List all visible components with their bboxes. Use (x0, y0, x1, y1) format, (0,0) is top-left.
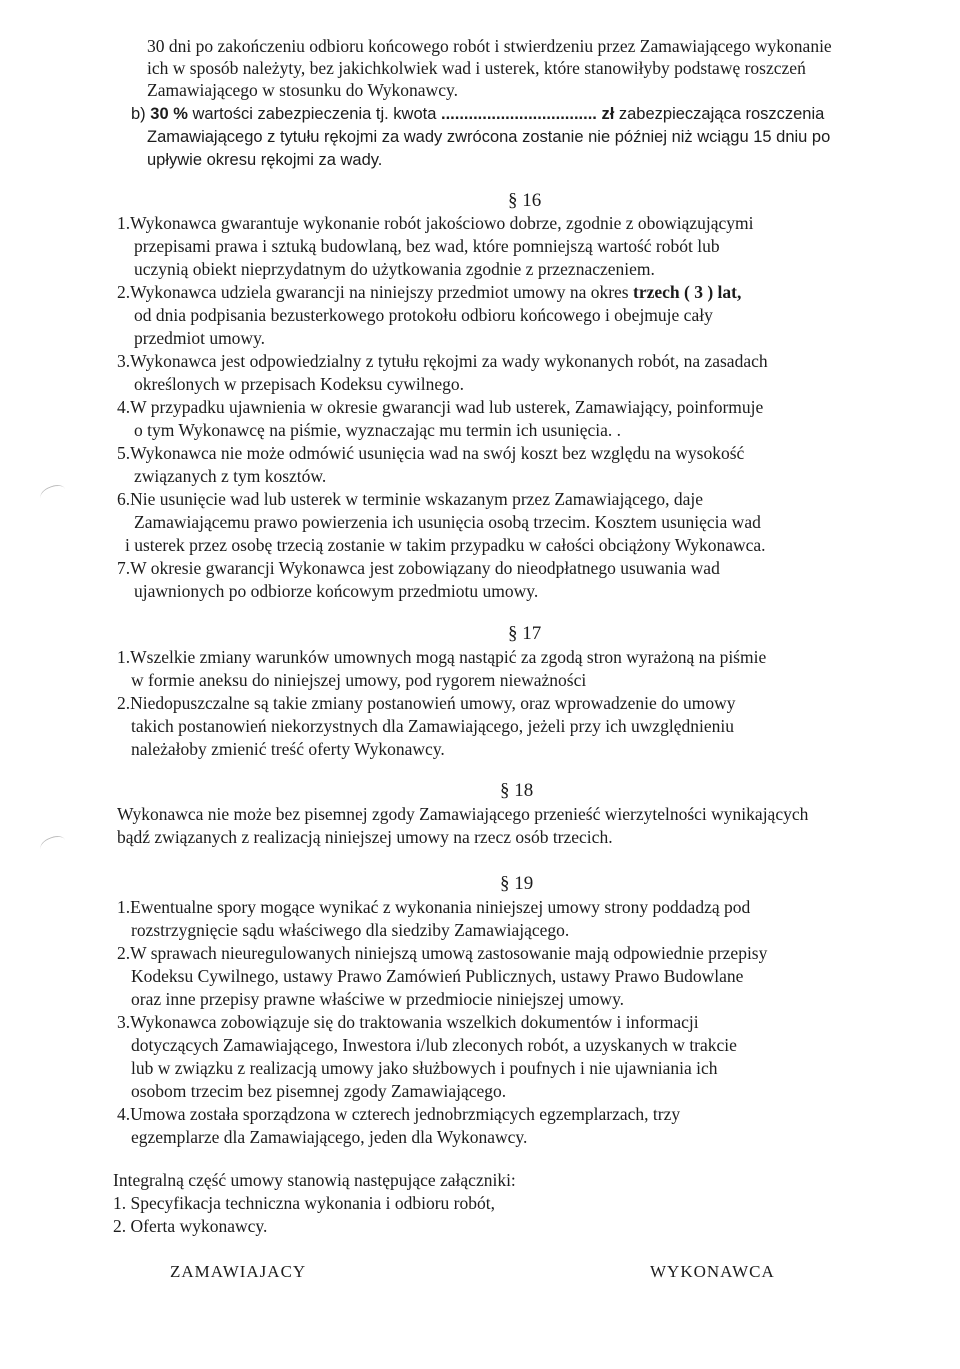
punch-hole-mark (38, 482, 68, 505)
s19-item-3-line-3: lub w związku z realizacją umowy jako służbowych i poufnych i nie ujawniania ich (131, 1058, 718, 1078)
s19-item-3-line-1: 3.Wykonawca zobowiązuje się do traktowania wszelkich dokumentów i informacji (117, 1012, 699, 1032)
s16-item-7-line-1: 7.W okresie gwarancji Wykonawca jest zobowiązany do nieodpłatnego usuwania wad (117, 558, 720, 578)
signature-label-contractor: WYKONAWCA (650, 1262, 775, 1281)
point-b-line-2: Zamawiającego z tytułu rękojmi za wady zwrócona zostanie nie później niż wciągu 15 dniu po (147, 128, 831, 146)
s16-item-5-line-1: 5.Wykonawca nie może odmówić usunięcia wad na swój koszt bez względu na wysokość (117, 443, 745, 463)
s16-item-1-line-2: przepisami prawa i sztuką budowlaną, bez wad, które pomniejszą wartość robót lub (134, 236, 720, 256)
punch-hole-mark (38, 833, 68, 856)
s19-item-2-line-3: oraz inne przepisy prawne właściwe w przedmiocie niniejszej umowy. (131, 989, 625, 1009)
s19-item-4-line-2: egzemplarze dla Zamawiającego, jeden dla Wykonawcy. (131, 1127, 528, 1147)
s16-item-6-line-3: i usterek przez osobę trzecią zostanie w takim przypadku w całości obciążony Wykonawca. (125, 535, 766, 555)
point-b-text: wartości zabezpieczenia tj. kwota (187, 105, 441, 123)
point-b-label: b) (131, 105, 151, 123)
point-b-text-end: zabezpieczająca roszczenia (614, 105, 825, 123)
s19-item-2-line-1: 2.W sprawach nieuregulowanych niniejszą umową zastosowanie mają odpowiednie przepisy (117, 943, 768, 963)
s17-item-2-line-3: należałoby zmienić treść oferty Wykonawcy. (131, 739, 445, 759)
continuation-line-1: 30 dni po zakończeniu odbioru końcowego robót i stwierdzeniu przez Zamawiającego wykonanie (147, 36, 832, 56)
point-b-line-1 (131, 104, 824, 125)
s19-item-4-line-1: 4.Umowa została sporządzona w czterech jednobrzmiących egzemplarzach, trzy (117, 1104, 681, 1124)
s16-item-6-line-1: 6.Nie usunięcie wad lub usterek w terminie wskazanym przez Zamawiającego, daje (117, 489, 704, 509)
s16-item-6-line-2: Zamawiającemu prawo powierzenia ich usunięcia osobą trzecim. Kosztem usunięcia wad (134, 512, 761, 532)
s16-item-2-line-2: od dnia podpisania bezusterkowego protokołu odbioru końcowego i obejmuje cały (134, 305, 713, 325)
attachments-intro: Integralną część umowy stanowią następujące załączniki: (113, 1170, 516, 1190)
s16-item-7-line-2: ujawnionych po odbiorze końcowym przedmiotu umowy. (134, 581, 539, 601)
s17-item-1-line-1: 1.Wszelkie zmiany warunków umownych mogą nastąpić za zgodą stron wyrażoną na piśmie (117, 647, 767, 667)
point-b-percent: 30 % (150, 105, 188, 123)
s17-item-2-line-2: takich postanowień niekorzystnych dla Zamawiającego, jeżeli przy ich uwzględnieniu (131, 716, 735, 736)
s16-item-4-line-1: 4.W przypadku ujawnienia w okresie gwarancji wad lub usterek, Zamawiający, poinformuje (117, 397, 764, 417)
continuation-line-2: ich w sposób należyty, bez jakichkolwiek wad i usterek, które stanowiłyby podstawę roszczeń (147, 58, 806, 78)
s16-item-2-text: 2.Wykonawca udziela gwarancji na niniejszy przedmiot umowy na okres (117, 282, 633, 302)
section-18-heading: § 18 (500, 780, 534, 801)
attachment-item-2: 2. Oferta wykonawcy. (113, 1216, 268, 1236)
s18-line-1: Wykonawca nie może bez pisemnej zgody Zamawiającego przenieść wierzytelności wynikających (117, 804, 809, 824)
s16-item-2-line-1 (117, 282, 741, 303)
point-b-line-3: upływie okresu rękojmi za wady. (147, 151, 383, 169)
s16-item-5-line-2: związanych z tym kosztów. (134, 466, 327, 486)
s17-item-1-line-2: w formie aneksu do niniejszej umowy, pod rygorem nieważności (131, 670, 587, 690)
s19-item-1-line-2: rozstrzygnięcie sądu właściwego dla siedziby Zamawiającego. (131, 920, 570, 940)
signature-label-ordering-party: ZAMAWIAJACY (170, 1262, 307, 1281)
s19-item-1-line-1: 1.Ewentualne spory mogące wynikać z wykonania niniejszej umowy strony poddadzą pod (117, 897, 751, 917)
s19-item-3-line-2: dotyczących Zamawiającego, Inwestora i/lub zleconych robót, a uzyskanych w trakcie (131, 1035, 737, 1055)
s16-item-2-line-3: przedmiot umowy. (134, 328, 266, 348)
s19-item-2-line-2: Kodeksu Cywilnego, ustawy Prawo Zamówień Publicznych, ustawy Prawo Budowlane (131, 966, 744, 986)
amount-blank: .................................. (441, 105, 597, 123)
s16-item-3-line-2: określonych w przepisach Kodeksu cywilnego. (134, 374, 464, 394)
s18-line-2: bądź związanych z realizacją niniejszej umowy na rzecz osób trzecich. (117, 827, 613, 847)
s16-item-1-line-1: 1.Wykonawca gwarantuje wykonanie robót jakościowo dobrze, zgodnie z obowiązującymi (117, 213, 754, 233)
currency-label: zł (596, 105, 615, 123)
s19-item-3-line-4: osobom trzecim bez pisemnej zgody Zamawiającego. (131, 1081, 507, 1101)
section-19-heading: § 19 (500, 873, 534, 894)
section-16-heading: § 16 (508, 190, 542, 211)
attachment-item-1: 1. Specyfikacja techniczna wykonania i odbioru robót, (113, 1193, 495, 1213)
s16-item-1-line-3: uczynią obiekt nieprzydatnym do użytkowania zgodnie z przeznaczeniem. (134, 259, 655, 279)
s17-item-2-line-1: 2.Niedopuszczalne są takie zmiany postanowień umowy, oraz wprowadzenie do umowy (117, 693, 736, 713)
s16-item-3-line-1: 3.Wykonawca jest odpowiedzialny z tytułu rękojmi za wady wykonanych robót, na zasadach (117, 351, 768, 371)
s16-item-4-line-2: o tym Wykonawcę na piśmie, wyznaczając mu termin ich usunięcia. . (134, 420, 622, 440)
section-17-heading: § 17 (508, 623, 542, 644)
warranty-period: trzech ( 3 ) lat, (633, 282, 742, 302)
continuation-line-3: Zamawiającego w stosunku do Wykonawcy. (147, 80, 458, 100)
